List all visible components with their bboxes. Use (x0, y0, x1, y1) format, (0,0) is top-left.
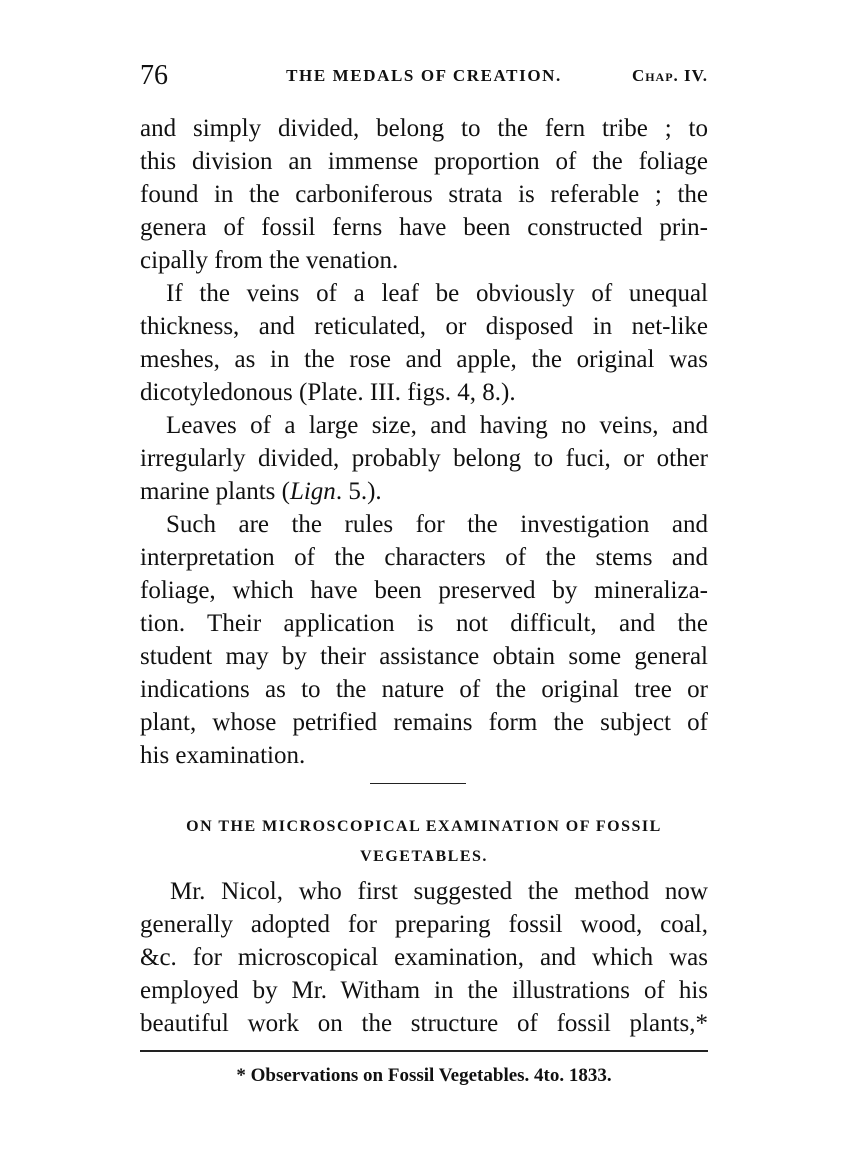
italic-reference: Lign (289, 478, 336, 505)
text-line: Mr. Nicol, who first suggested the method now (170, 878, 708, 905)
text-line: found in the carboniferous strata is referable ; the (140, 181, 708, 208)
paragraph-leaves (140, 409, 708, 508)
body-text (140, 112, 708, 772)
text-line: plant, whose petrified remains form the subject of (140, 709, 708, 736)
footnote-rule (140, 1050, 708, 1052)
running-title: THE MEDALS OF CREATION. (286, 66, 562, 85)
text-line: tion. Their application is not difficult, and the (140, 610, 708, 637)
section-heading-line: VEGETABLES. (360, 848, 488, 865)
page-number: 76 (140, 60, 168, 91)
text-line: meshes, as in the rose and apple, the original was (140, 346, 708, 373)
section-body (140, 875, 708, 1040)
text-line: dicotyledonous (Plate. III. figs. 4, 8.). (140, 379, 516, 406)
text-line: beautiful work on the structure of fossil plants,* (140, 1010, 708, 1037)
section-divider (370, 783, 466, 784)
text-fragment: . 5.). (335, 478, 382, 505)
chapter-label: Chap. IV. (631, 66, 708, 85)
text-line: Such are the rules for the investigation and (166, 511, 708, 538)
text-line: and simply divided, belong to the fern tribe ; to (140, 115, 708, 142)
text-line: irregularly divided, probably belong to fuci, or other (140, 445, 708, 472)
text-fragment: marine plants ( (140, 478, 290, 505)
paragraph-veins (140, 277, 708, 409)
section-heading (140, 812, 708, 872)
paragraph-rules (140, 508, 708, 772)
text-line: genera of fossil ferns have been constructed prin- (140, 214, 708, 241)
paragraph-nicol (140, 875, 708, 1040)
text-line: &c. for microscopical examination, and which was (140, 944, 708, 971)
text-line: student may by their assistance obtain some general (140, 643, 708, 670)
text-line (140, 475, 708, 508)
text-line: thickness, and reticulated, or disposed in net-like (140, 313, 708, 340)
text-line: generally adopted for preparing fossil wood, coal, (140, 911, 708, 938)
text-line: indications as to the nature of the original tree or (140, 676, 708, 703)
text-line: interpretation of the characters of the stems and (140, 544, 708, 571)
text-line: Leaves of a large size, and having no veins, and (166, 412, 708, 439)
footnote: * Observations on Fossil Vegetables. 4to. 1833. (236, 1065, 612, 1086)
text-line: this division an immense proportion of the foliage (140, 148, 708, 175)
text-line: cipally from the venation. (140, 247, 399, 274)
text-line: If the veins of a leaf be obviously of unequal (166, 280, 708, 307)
text-line: foliage, which have been preserved by mineraliza- (140, 577, 708, 604)
running-header (140, 60, 708, 94)
text-line: his examination. (140, 742, 306, 769)
text-line: employed by Mr. Witham in the illustrations of his (140, 977, 708, 1004)
paragraph-fern (140, 112, 708, 277)
section-heading-line: ON THE MICROSCOPICAL EXAMINATION OF FOSSIL (186, 818, 662, 835)
